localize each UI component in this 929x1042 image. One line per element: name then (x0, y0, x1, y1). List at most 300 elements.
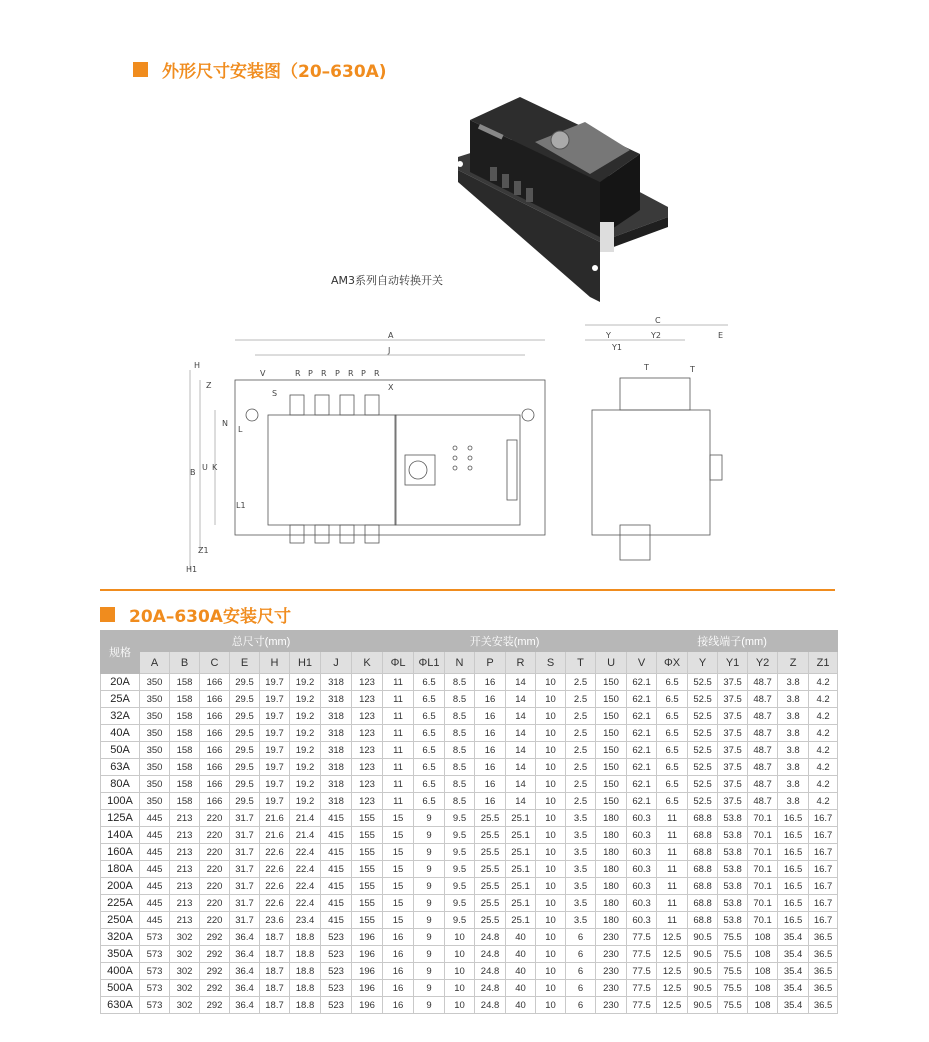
value-cell: 318 (321, 742, 352, 759)
section-title-text: 外形尺寸安装图（20–630A) (162, 62, 387, 82)
value-cell: 9.5 (445, 895, 475, 912)
label-Z1: Z1 (198, 546, 209, 555)
value-cell: 196 (352, 929, 383, 946)
value-cell: 14 (506, 708, 536, 725)
value-cell: 10 (536, 691, 566, 708)
value-cell: 15 (383, 912, 414, 929)
value-cell: 573 (140, 929, 170, 946)
group-header-switch-install: 开关安装(mm) (383, 631, 627, 652)
label-P: P (335, 369, 340, 378)
terminals-bottom (290, 525, 379, 543)
value-cell: 123 (352, 725, 383, 742)
value-cell: 19.2 (290, 674, 321, 691)
value-cell: 77.5 (627, 997, 657, 1014)
value-cell: 220 (200, 912, 230, 929)
value-cell: 4.2 (809, 708, 838, 725)
value-cell: 180 (596, 861, 627, 878)
value-cell: 445 (140, 878, 170, 895)
value-cell: 29.5 (230, 708, 260, 725)
label-V: V (260, 369, 266, 378)
value-cell: 12.5 (657, 946, 688, 963)
model-cell: 20A (101, 674, 140, 691)
value-cell: 302 (170, 980, 200, 997)
value-cell: 3.5 (566, 895, 596, 912)
value-cell: 19.2 (290, 725, 321, 742)
value-cell: 19.2 (290, 776, 321, 793)
value-cell: 6.5 (414, 674, 445, 691)
value-cell: 14 (506, 793, 536, 810)
dimension-table (100, 630, 838, 1014)
value-cell: 3.8 (778, 759, 809, 776)
column-header: T (566, 652, 596, 674)
value-cell: 9 (414, 912, 445, 929)
value-cell: 62.1 (627, 691, 657, 708)
value-cell: 40 (506, 946, 536, 963)
value-cell: 21.6 (260, 827, 290, 844)
value-cell: 4.2 (809, 793, 838, 810)
value-cell: 318 (321, 691, 352, 708)
value-cell: 12.5 (657, 929, 688, 946)
value-cell: 9.5 (445, 827, 475, 844)
column-header: J (321, 652, 352, 674)
value-cell: 75.5 (718, 946, 748, 963)
column-header: V (627, 652, 657, 674)
label-R: R (374, 369, 380, 378)
value-cell: 25.5 (475, 827, 506, 844)
value-cell: 6.5 (657, 725, 688, 742)
value-cell: 29.5 (230, 759, 260, 776)
model-cell: 500A (101, 980, 140, 997)
value-cell: 22.4 (290, 861, 321, 878)
value-cell: 53.8 (718, 861, 748, 878)
value-cell: 22.4 (290, 844, 321, 861)
value-cell: 9 (414, 810, 445, 827)
value-cell: 18.7 (260, 963, 290, 980)
value-cell: 180 (596, 878, 627, 895)
value-cell: 155 (352, 844, 383, 861)
value-cell: 19.2 (290, 708, 321, 725)
value-cell: 6.5 (657, 691, 688, 708)
value-cell: 48.7 (748, 725, 778, 742)
column-header: Y (688, 652, 718, 674)
value-cell: 52.5 (688, 708, 718, 725)
value-cell: 15 (383, 810, 414, 827)
value-cell: 19.7 (260, 793, 290, 810)
value-cell: 8.5 (445, 725, 475, 742)
value-cell: 10 (445, 980, 475, 997)
value-cell: 35.4 (778, 997, 809, 1014)
value-cell: 25.1 (506, 810, 536, 827)
value-cell: 11 (383, 674, 414, 691)
value-cell: 31.7 (230, 827, 260, 844)
value-cell: 53.8 (718, 827, 748, 844)
value-cell: 6.5 (657, 776, 688, 793)
label-S: S (272, 389, 278, 398)
value-cell: 6 (566, 980, 596, 997)
value-cell: 196 (352, 997, 383, 1014)
value-cell: 77.5 (627, 963, 657, 980)
table-row (101, 912, 838, 929)
value-cell: 10 (536, 912, 566, 929)
value-cell: 10 (536, 980, 566, 997)
model-cell: 320A (101, 929, 140, 946)
value-cell: 48.7 (748, 674, 778, 691)
value-cell: 25.5 (475, 878, 506, 895)
value-cell: 19.7 (260, 725, 290, 742)
value-cell: 19.7 (260, 708, 290, 725)
value-cell: 415 (321, 878, 352, 895)
value-cell: 8.5 (445, 708, 475, 725)
value-cell: 292 (200, 963, 230, 980)
value-cell: 16 (475, 691, 506, 708)
value-cell: 31.7 (230, 895, 260, 912)
section-title-text: 20A–630A安装尺寸 (129, 607, 291, 627)
value-cell: 318 (321, 793, 352, 810)
label-L1: L1 (236, 501, 246, 510)
value-cell: 213 (170, 912, 200, 929)
title-square-icon (100, 607, 115, 622)
value-cell: 75.5 (718, 963, 748, 980)
value-cell: 16.7 (809, 861, 838, 878)
value-cell: 166 (200, 691, 230, 708)
value-cell: 48.7 (748, 759, 778, 776)
value-cell: 40 (506, 929, 536, 946)
value-cell: 11 (383, 708, 414, 725)
value-cell: 220 (200, 861, 230, 878)
column-header: S (536, 652, 566, 674)
value-cell: 19.2 (290, 793, 321, 810)
value-cell: 16 (475, 776, 506, 793)
label-H: H (194, 361, 201, 370)
label-J: J (388, 346, 391, 355)
value-cell: 60.3 (627, 912, 657, 929)
value-cell: 10 (536, 861, 566, 878)
value-cell: 31.7 (230, 912, 260, 929)
label-Y: Y (606, 331, 611, 340)
value-cell: 9 (414, 997, 445, 1014)
value-cell: 220 (200, 844, 230, 861)
mount-hole-top-right (522, 409, 534, 421)
value-cell: 8.5 (445, 776, 475, 793)
value-cell: 10 (536, 759, 566, 776)
value-cell: 3.5 (566, 827, 596, 844)
value-cell: 166 (200, 725, 230, 742)
spec-header: 规格 (101, 631, 140, 674)
value-cell: 180 (596, 827, 627, 844)
value-cell: 24.8 (475, 963, 506, 980)
value-cell: 292 (200, 997, 230, 1014)
value-cell: 2.5 (566, 691, 596, 708)
value-cell: 36.4 (230, 946, 260, 963)
value-cell: 350 (140, 793, 170, 810)
value-cell: 36.5 (809, 963, 838, 980)
value-cell: 3.8 (778, 674, 809, 691)
value-cell: 37.5 (718, 793, 748, 810)
value-cell: 150 (596, 674, 627, 691)
label-C: C (655, 316, 661, 325)
value-cell: 318 (321, 776, 352, 793)
value-cell: 8.5 (445, 793, 475, 810)
value-cell: 16.7 (809, 878, 838, 895)
value-cell: 6.5 (657, 708, 688, 725)
value-cell: 16 (383, 963, 414, 980)
value-cell: 158 (170, 725, 200, 742)
value-cell: 6.5 (657, 793, 688, 810)
table-row (101, 878, 838, 895)
value-cell: 6.5 (414, 776, 445, 793)
value-cell: 75.5 (718, 980, 748, 997)
value-cell: 220 (200, 827, 230, 844)
label-P: P (361, 369, 366, 378)
table-row (101, 844, 838, 861)
value-cell: 16 (475, 793, 506, 810)
value-cell: 180 (596, 810, 627, 827)
group-header-terminal: 接线端子(mm) (627, 631, 838, 652)
value-cell: 3.5 (566, 878, 596, 895)
model-cell: 80A (101, 776, 140, 793)
table-row (101, 895, 838, 912)
value-cell: 12.5 (657, 963, 688, 980)
value-cell: 68.8 (688, 895, 718, 912)
value-cell: 9.5 (445, 861, 475, 878)
value-cell: 10 (536, 776, 566, 793)
label-X: X (388, 383, 394, 392)
value-cell: 10 (445, 929, 475, 946)
value-cell: 15 (383, 827, 414, 844)
value-cell: 36.5 (809, 980, 838, 997)
value-cell: 16.5 (778, 895, 809, 912)
value-cell: 53.8 (718, 912, 748, 929)
value-cell: 9 (414, 980, 445, 997)
value-cell: 29.5 (230, 776, 260, 793)
value-cell: 25.5 (475, 810, 506, 827)
value-cell: 350 (140, 708, 170, 725)
value-cell: 350 (140, 742, 170, 759)
value-cell: 415 (321, 844, 352, 861)
value-cell: 70.1 (748, 912, 778, 929)
value-cell: 52.5 (688, 691, 718, 708)
table-row (101, 674, 838, 691)
value-cell: 90.5 (688, 963, 718, 980)
value-cell: 60.3 (627, 810, 657, 827)
value-cell: 62.1 (627, 708, 657, 725)
value-cell: 77.5 (627, 946, 657, 963)
value-cell: 62.1 (627, 759, 657, 776)
column-header: C (200, 652, 230, 674)
column-header: U (596, 652, 627, 674)
value-cell: 220 (200, 895, 230, 912)
table-row (101, 793, 838, 810)
indicator-lights (453, 446, 472, 470)
value-cell: 16.5 (778, 810, 809, 827)
value-cell: 25.1 (506, 895, 536, 912)
value-cell: 155 (352, 810, 383, 827)
value-cell: 14 (506, 742, 536, 759)
value-cell: 37.5 (718, 742, 748, 759)
value-cell: 52.5 (688, 674, 718, 691)
value-cell: 16.5 (778, 844, 809, 861)
value-cell: 37.5 (718, 776, 748, 793)
value-cell: 213 (170, 895, 200, 912)
value-cell: 292 (200, 929, 230, 946)
value-cell: 9 (414, 946, 445, 963)
value-cell: 3.8 (778, 793, 809, 810)
column-header: B (170, 652, 200, 674)
value-cell: 10 (536, 963, 566, 980)
column-header: H1 (290, 652, 321, 674)
value-cell: 445 (140, 895, 170, 912)
value-cell: 18.8 (290, 929, 321, 946)
model-cell: 180A (101, 861, 140, 878)
value-cell: 35.4 (778, 929, 809, 946)
value-cell: 18.7 (260, 929, 290, 946)
value-cell: 230 (596, 963, 627, 980)
value-cell: 31.7 (230, 878, 260, 895)
value-cell: 6.5 (414, 708, 445, 725)
value-cell: 10 (536, 742, 566, 759)
value-cell: 123 (352, 759, 383, 776)
column-header: N (445, 652, 475, 674)
value-cell: 16.5 (778, 878, 809, 895)
value-cell: 62.1 (627, 742, 657, 759)
value-cell: 25.1 (506, 878, 536, 895)
value-cell: 22.6 (260, 878, 290, 895)
value-cell: 158 (170, 793, 200, 810)
value-cell: 4.2 (809, 691, 838, 708)
value-cell: 29.5 (230, 725, 260, 742)
value-cell: 230 (596, 980, 627, 997)
value-cell: 350 (140, 691, 170, 708)
value-cell: 6.5 (414, 759, 445, 776)
value-cell: 415 (321, 861, 352, 878)
photo-caption: AM3系列自动转换开关 (331, 274, 444, 287)
knob-frame (405, 455, 435, 485)
table-row (101, 861, 838, 878)
value-cell: 22.6 (260, 844, 290, 861)
value-cell: 75.5 (718, 929, 748, 946)
value-cell: 230 (596, 929, 627, 946)
value-cell: 48.7 (748, 708, 778, 725)
table-row (101, 708, 838, 725)
value-cell: 60.3 (627, 895, 657, 912)
model-cell: 40A (101, 725, 140, 742)
value-cell: 11 (657, 912, 688, 929)
value-cell: 108 (748, 963, 778, 980)
value-cell: 9 (414, 861, 445, 878)
value-cell: 350 (140, 759, 170, 776)
value-cell: 53.8 (718, 878, 748, 895)
value-cell: 150 (596, 725, 627, 742)
value-cell: 10 (536, 946, 566, 963)
value-cell: 6.5 (657, 674, 688, 691)
value-cell: 123 (352, 674, 383, 691)
value-cell: 36.5 (809, 997, 838, 1014)
value-cell: 10 (536, 708, 566, 725)
model-cell: 225A (101, 895, 140, 912)
value-cell: 16.5 (778, 827, 809, 844)
value-cell: 302 (170, 929, 200, 946)
value-cell: 53.8 (718, 810, 748, 827)
table-row (101, 776, 838, 793)
value-cell: 37.5 (718, 759, 748, 776)
mount-hole-top-left (246, 409, 258, 421)
label-R: R (295, 369, 301, 378)
value-cell: 180 (596, 895, 627, 912)
label-T: T (644, 363, 649, 372)
value-cell: 35.4 (778, 963, 809, 980)
table-row (101, 759, 838, 776)
value-cell: 445 (140, 844, 170, 861)
value-cell: 523 (321, 946, 352, 963)
base-plate (235, 380, 545, 535)
terminals-top (290, 395, 379, 415)
value-cell: 11 (383, 691, 414, 708)
value-cell: 24.8 (475, 946, 506, 963)
table-row (101, 946, 838, 963)
label-U: U (202, 463, 208, 472)
value-cell: 77.5 (627, 929, 657, 946)
value-cell: 16.7 (809, 844, 838, 861)
value-cell: 16 (383, 997, 414, 1014)
value-cell: 3.8 (778, 776, 809, 793)
model-cell: 350A (101, 946, 140, 963)
value-cell: 9.5 (445, 810, 475, 827)
label-N: N (222, 419, 228, 428)
model-cell: 25A (101, 691, 140, 708)
value-cell: 108 (748, 997, 778, 1014)
value-cell: 220 (200, 810, 230, 827)
product-photo (450, 92, 680, 302)
value-cell: 150 (596, 793, 627, 810)
model-cell: 160A (101, 844, 140, 861)
side-view (585, 316, 728, 560)
value-cell: 29.5 (230, 742, 260, 759)
value-cell: 10 (536, 844, 566, 861)
value-cell: 108 (748, 946, 778, 963)
column-header: K (352, 652, 383, 674)
value-cell: 10 (536, 793, 566, 810)
side-body (592, 410, 710, 535)
value-cell: 2.5 (566, 708, 596, 725)
value-cell: 16 (475, 708, 506, 725)
value-cell: 16 (383, 946, 414, 963)
value-cell: 6.5 (657, 759, 688, 776)
value-cell: 70.1 (748, 810, 778, 827)
side-terminal-top (620, 378, 690, 410)
label-R: R (321, 369, 327, 378)
value-cell: 180 (596, 912, 627, 929)
value-cell: 350 (140, 674, 170, 691)
value-cell: 123 (352, 793, 383, 810)
value-cell: 18.8 (290, 980, 321, 997)
value-cell: 18.7 (260, 980, 290, 997)
table-row (101, 810, 838, 827)
value-cell: 123 (352, 742, 383, 759)
label-T: T (690, 365, 695, 374)
value-cell: 31.7 (230, 844, 260, 861)
value-cell: 196 (352, 980, 383, 997)
switch-body (268, 415, 396, 525)
value-cell: 445 (140, 827, 170, 844)
value-cell: 350 (140, 776, 170, 793)
value-cell: 10 (445, 946, 475, 963)
value-cell: 14 (506, 691, 536, 708)
side-knob (710, 455, 722, 480)
value-cell: 9 (414, 878, 445, 895)
value-cell: 75.5 (718, 997, 748, 1014)
table-row (101, 980, 838, 997)
value-cell: 18.8 (290, 946, 321, 963)
